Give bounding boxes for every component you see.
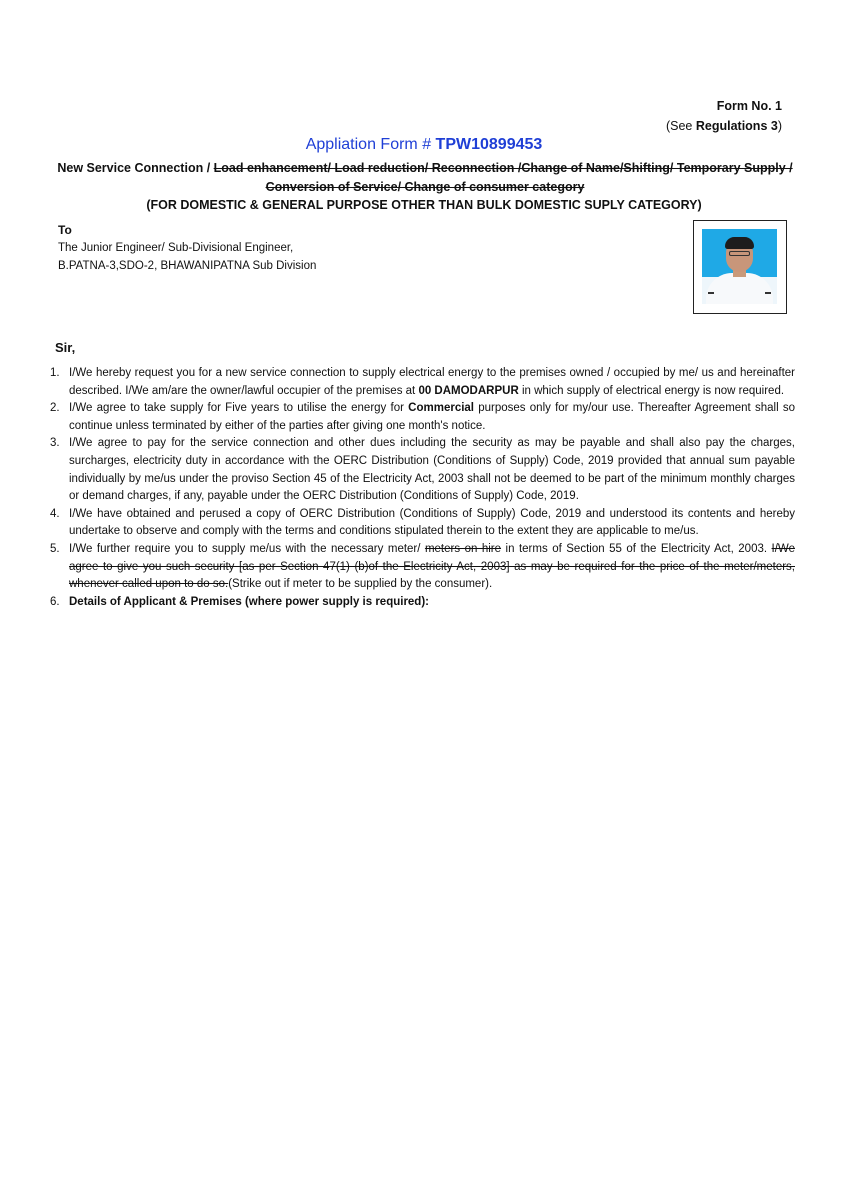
to-label: To: [58, 223, 72, 237]
declaration-item-4: 4. I/We have obtained and perused a copy of OERC Distribution (Conditions of Supply) Code, 2019 and understood its contents and hereby undertake to observe and comply with the terms and conditions stipulated therein to the extent they are applicable to me/us.: [50, 507, 795, 538]
struck-security-clause: I/We agree to give you such security [as per Section 47(1) (b)of the Electricity Act, 2003] as may be required for the price of the meter/meters, whenever called upon to do so.: [69, 542, 795, 591]
regulations-label: Regulations 3: [695, 119, 778, 133]
service-type-line: [55, 159, 795, 197]
salutation: Sir,: [55, 340, 76, 355]
addressee-block: [58, 221, 316, 275]
applicant-photo-frame: [693, 220, 787, 314]
regulations-reference: (See Regulations 3): [665, 119, 782, 133]
purpose-type: Commercial: [408, 402, 475, 415]
selected-service-type: New Service Connection /: [57, 161, 214, 175]
applicant-details-heading: Details of Applicant & Premises (where power supply is required):: [69, 595, 429, 608]
application-form-title: Appliation Form # TPW10899453: [305, 136, 543, 153]
application-number: TPW10899453: [435, 136, 543, 153]
applicant-photo: [702, 229, 777, 304]
premises-address: 00 DAMODARPUR: [418, 384, 519, 397]
declaration-item-2: 2. I/We agree to take supply for Five years to utilise the energy for Commercial purposes only for my/our use. Thereafter Agreement shall so continue unless terminated by either of the parties after giving one month's notice.: [50, 402, 796, 432]
declaration-item-6: 6. Details of Applicant & Premises (where power supply is required):: [50, 595, 429, 608]
addressee-office: B.PATNA-3,SDO-2, BHAWANIPATNA Sub Division: [58, 260, 317, 272]
supply-category-heading: (FOR DOMESTIC & GENERAL PURPOSE OTHER THAN BULK DOMESTIC SUPLY CATEGORY): [146, 198, 702, 212]
addressee-designation: The Junior Engineer/ Sub-Divisional Engineer,: [58, 242, 294, 254]
struck-meters-on-hire: meters on hire: [424, 542, 502, 555]
declaration-item-3: 3. I/We agree to pay for the service connection and other dues including the security as may be payable and shall also pay the charges, surcharges, electricity duty in accordance with the OERC Distribution (Conditions of Supply) Code, 2019 provided that annual sum payable individually by me/us under the proviso Section 45 of the Electricity Act, 2003 shall not be deemed to be part of the minimum monthly charges or demand charges, if any, payable under the OERC Distribution (Conditions of Supply) Code, 2019.: [50, 437, 795, 503]
declaration-list: [50, 365, 795, 611]
form-number: Form No. 1: [716, 99, 782, 113]
declaration-item-1: 1. I/We hereby request you for a new service connection to supply electrical energy to the premises owned / occupied by me/ us and hereinafter described. I/We am/are the owner/lawful occupier of the premises at 00 DAMODARPUR in which supply of electrical energy is now required.: [50, 367, 795, 397]
declaration-item-5: 5. I/We further require you to supply me/us with the necessary meter/ meters on hire in terms of Section 55 of the Electricity Act, 2003. I/We agree to give you such security [as per Section 47(1) (b)of the Electricity Act, 2003] as may be required for the price of the meter/meters, whenever called upon to do so.(Strike out if meter to be supplied by the consumer).: [50, 542, 795, 591]
struck-service-types: Load enhancement/ Load reduction/ Reconnection /Change of Name/Shifting/ Temporary Supply / Conversion of Service/ Change of consumer category: [213, 161, 793, 194]
